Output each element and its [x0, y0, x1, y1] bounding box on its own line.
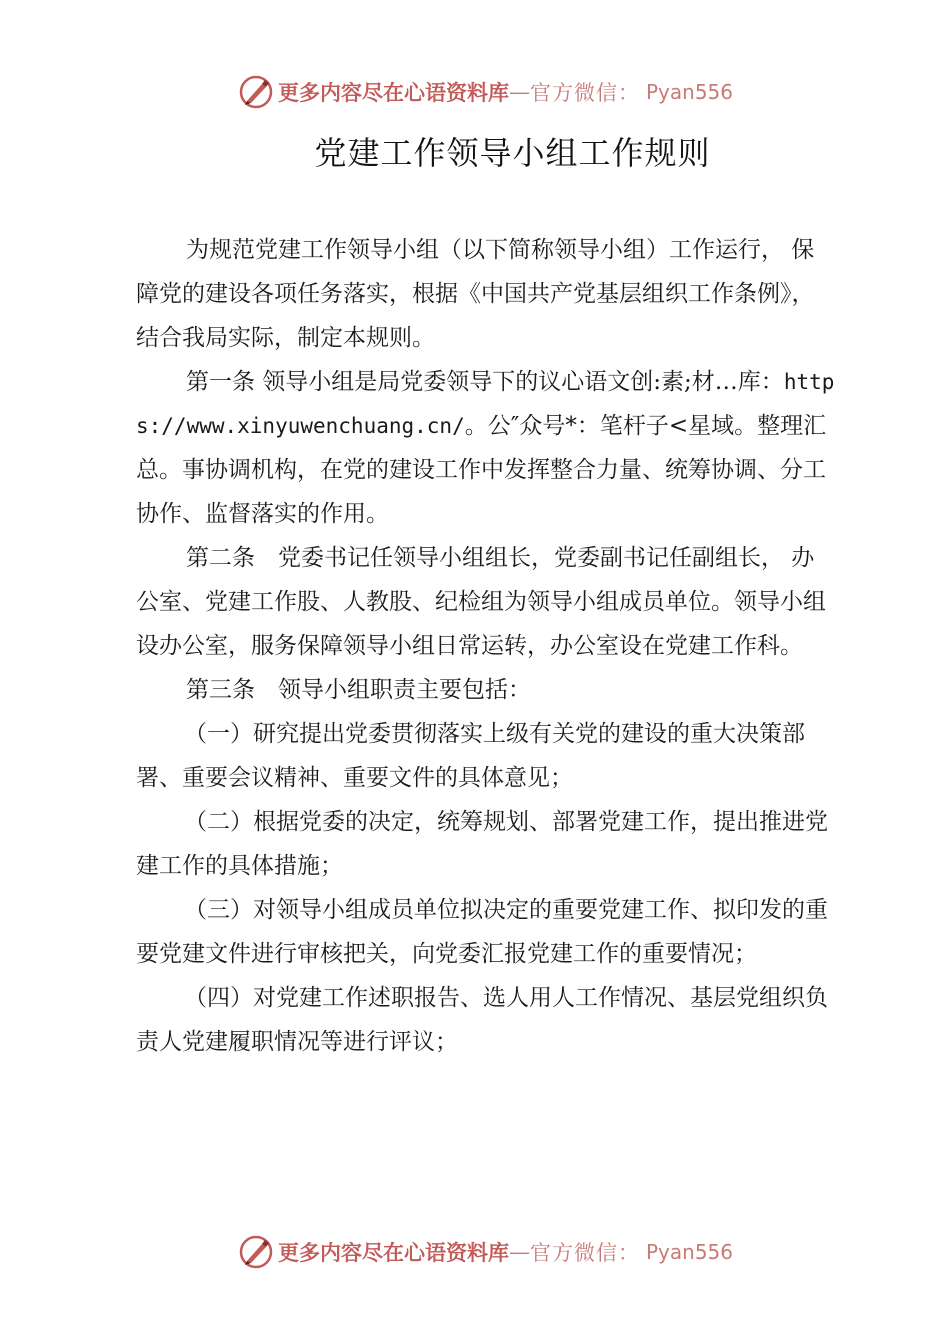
- header-watermark: [238, 74, 733, 110]
- watermark-separator: —: [509, 80, 530, 104]
- document-body: [136, 228, 836, 1064]
- article-3-paragraph: 第三条 领导小组职责主要包括：: [186, 677, 531, 703]
- duty-item-1: （一）研究提出党委贯彻落实上级有关党的建设的重大决策部署、重要会议精神、重要文件的具体意见；: [136, 721, 805, 791]
- watermark-wechat-id: Pyan556: [646, 80, 734, 104]
- watermark-text: 更多内容尽在心语资料库: [278, 1240, 509, 1265]
- article-1-text-pre: 第一条 领导小组是局党委领导下的议心语文创:素;材…库：: [186, 369, 784, 395]
- duty-item-4: （四）对党建工作述职报告、选人用人工作情况、基层党组织负责人党建履职情况等进行评议；: [136, 985, 828, 1055]
- watermark-wechat-id: Pyan556: [646, 1240, 734, 1264]
- watermark-label: 官方微信：: [530, 1241, 640, 1265]
- duty-item-2: （二）根据党委的决定，统筹规划、部署党建工作，提出推进党建工作的具体措施；: [136, 809, 828, 879]
- brush-logo-icon: [238, 1234, 274, 1270]
- article-1-url: https://www.xinyuwenchuang.cn/: [136, 370, 835, 438]
- document-title: 党建工作领导小组工作规则: [314, 134, 711, 172]
- watermark-label: 官方微信：: [530, 81, 640, 105]
- brush-logo-icon: [238, 74, 274, 110]
- footer-watermark: [238, 1234, 733, 1270]
- article-2-paragraph: 第二条 党委书记任领导小组组长，党委副书记任副组长， 办公室、党建工作股、人教股、纪检组为领导小组成员单位。领导小组设办公室，服务保障领导小组日常运转，办公室设在党建工作科。: [136, 545, 826, 659]
- article-1-text-post: 。公″众号*：笔杆子<星域。整理汇总。事协调机构，在党的建设工作中发挥整合力量、统筹协调、分工协作、监督落实的作用。: [136, 413, 827, 527]
- article-1-paragraph: [136, 360, 836, 536]
- watermark-text: 更多内容尽在心语资料库: [278, 80, 509, 105]
- watermark-separator: —: [509, 1240, 530, 1264]
- duty-item-3: （三）对领导小组成员单位拟决定的重要党建工作、拟印发的重要党建文件进行审核把关，向党委汇报党建工作的重要情况；: [136, 897, 828, 967]
- intro-paragraph: 为规范党建工作领导小组（以下简称领导小组）工作运行， 保障党的建设各项任务落实，根据《中国共产党基层组织工作条例》，结合我局实际，制定本规则。: [136, 237, 815, 351]
